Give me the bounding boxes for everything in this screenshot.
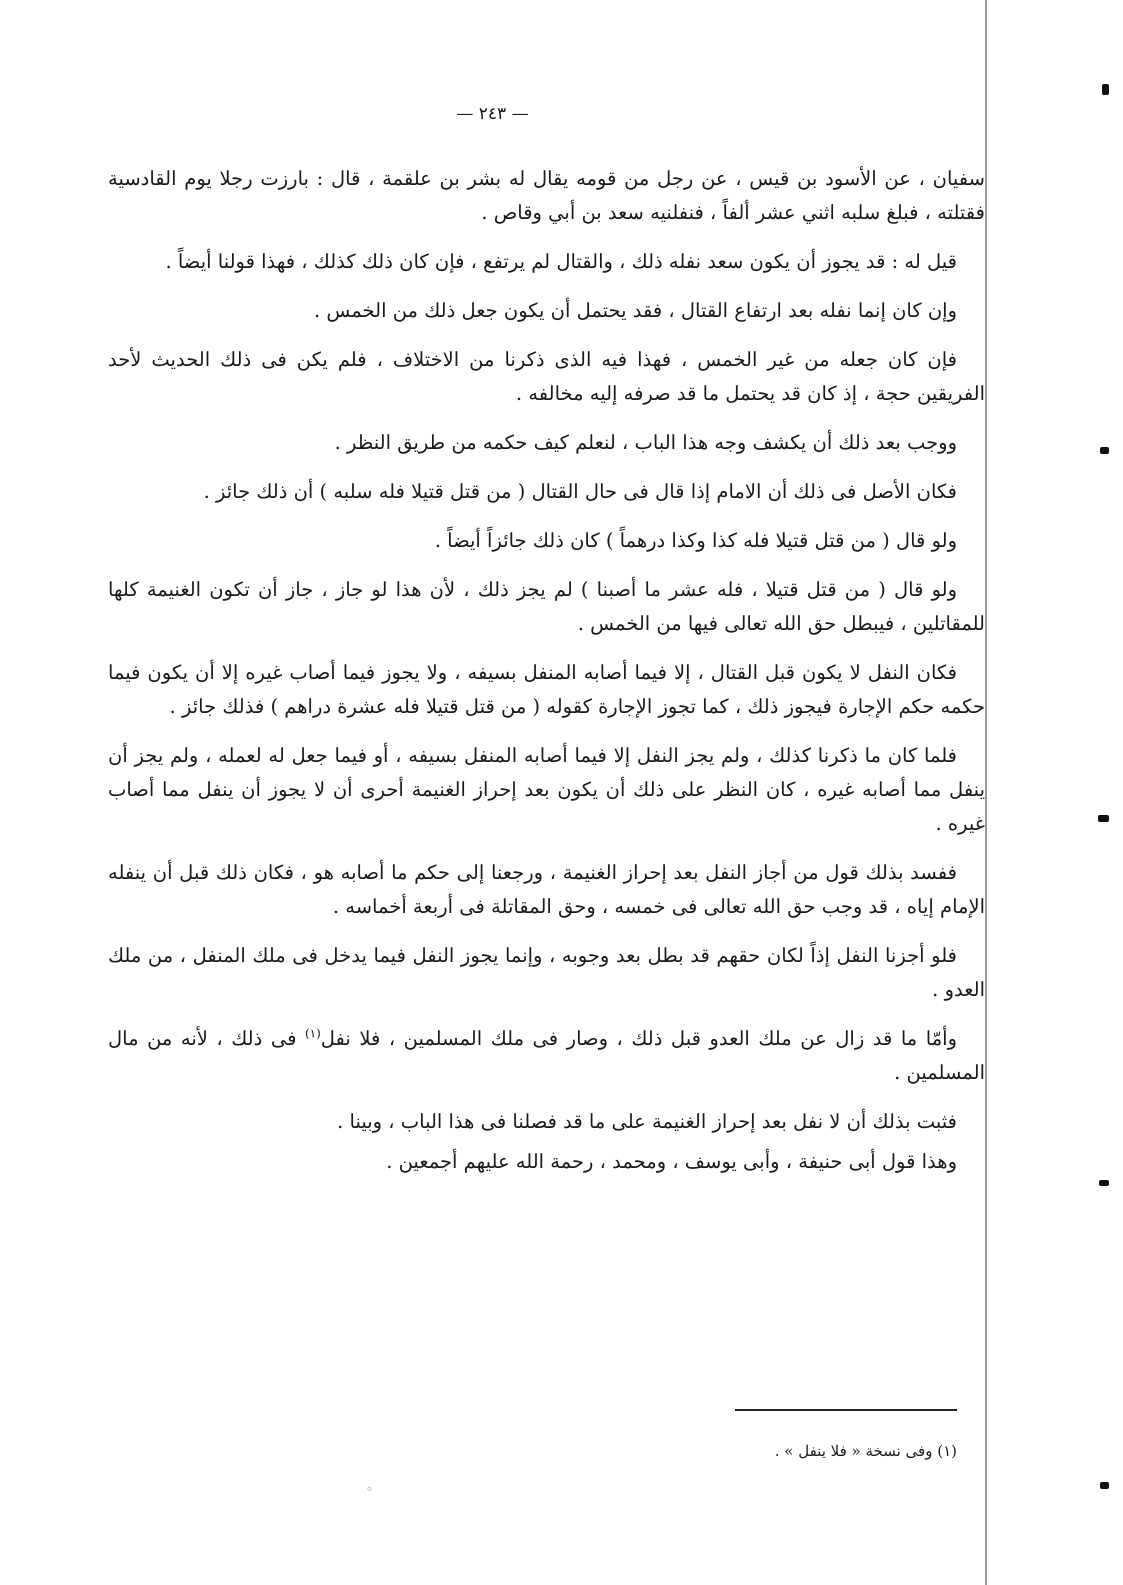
- paragraph: سفيان ، عن الأسود بن قيس ، عن رجل من قومه يقال له بشر بن علقمة ، قال : بارزت رجلا يوم القادسية فقتلته ، فبلغ سلبه اثني عشر ألفاً ، فنفلنيه سعد بن أبي وقاص .: [108, 167, 985, 224]
- paragraph: ولو قال ( من قتل قتيلا ، فله عشر ما أصبنا ) لم يجز ذلك ، لأن هذا لو جاز ، جاز أن تكون الغنيمة كلها للمقاتلين ، فيبطل حق الله تعالى فيها من الخمس .: [108, 578, 985, 635]
- paragraph-text: فى ذلك ، لأنه من مال المسلمين .: [108, 1027, 985, 1084]
- paragraph: ففسد بذلك قول من أجاز النفل بعد إحراز الغنيمة ، ورجعنا إلى حكم ما أصابه هو ، فكان ذلك قبل أن ينفله الإمام إياه ، قد وجب حق الله تعالى فى خمسه ، وحق المقاتلة فى أربعة أخماسه .: [108, 861, 985, 918]
- closing-paragraph: فثبت بذلك أن لا نفل بعد إحراز الغنيمة على ما قد فصلنا فى هذا الباب ، وبينا .: [337, 1110, 957, 1133]
- paragraph-with-footnote: [108, 1022, 985, 1090]
- page-number: — ٢٤٣ —: [456, 104, 529, 124]
- paragraph-text: وأمّا ما قد زال عن ملك العدو قبل ذلك ، وصار فى ملك المسلمين ، فلا نفل: [320, 1027, 957, 1050]
- edge-mark: [1098, 815, 1109, 822]
- edge-mark: [1099, 1180, 1109, 1186]
- footnote: (١) وفى نسخة « فلا ينفل » .: [774, 1442, 957, 1460]
- paragraph: قيل له : قد يجوز أن يكون سعد نفله ذلك ، والقتال لم يرتفع ، فإن كان ذلك كذلك ، فهذا قولنا أيضاً .: [165, 250, 957, 273]
- paragraph: فإن كان جعله من غير الخمس ، فهذا فيه الذى ذكرنا من الاختلاف ، فلم يكن فى ذلك الحديث لأحد الفريقين حجة ، إذ كان قد يحتمل ما قد صرفه إليه مخالفه .: [108, 348, 985, 405]
- paragraph: وإن كان إنما نفله بعد ارتفاع القتال ، فقد يحتمل أن يكون جعل ذلك من الخمس .: [314, 299, 957, 322]
- paragraph: فلما كان ما ذكرنا كذلك ، ولم يجز النفل إلا فيما أصابه المنفل بسيفه ، أو فيما جعل له لعمله ، ولم يجز أن ينفل مما أصابه غيره ، كان النظر على ذلك أن يكون بعد إحراز الغنيمة أحرى أن لا يجوز أن ينفل مما أصاب غيره .: [108, 744, 985, 835]
- scan-speck-icon: ◦: [366, 1482, 374, 1496]
- footnote-reference: (١): [304, 1026, 321, 1041]
- footnote-separator: [735, 1409, 957, 1411]
- page-edge-line: [985, 0, 987, 1585]
- paragraph: فلو أجزنا النفل إذاً لكان حقهم قد بطل بعد وجوبه ، وإنما يجوز النفل فيما يدخل فى ملك المنفل ، من ملك العدو .: [108, 944, 985, 1001]
- closing-paragraph: وهذا قول أبى حنيفة ، وأبى يوسف ، ومحمد ، رحمة الله عليهم أجمعين .: [386, 1150, 957, 1173]
- paragraph: فكان النفل لا يكون قبل القتال ، إلا فيما أصابه المنفل بسيفه ، ولا يجوز فيما أصاب غيره إلا أن يكون فيما حكمه حكم الإجارة فيجوز ذلك ، كما تجوز الإجارة كقوله ( من قتل قتيلا فله عشرة دراهم ) فذلك جائز .: [108, 661, 985, 718]
- main-text: [108, 162, 985, 1185]
- edge-mark: [1100, 1482, 1109, 1489]
- paragraph: ووجب بعد ذلك أن يكشف وجه هذا الباب ، لنعلم كيف حكمه من طريق النظر .: [334, 431, 957, 454]
- edge-mark: [1100, 447, 1109, 454]
- paragraph: فكان الأصل فى ذلك أن الامام إذا قال فى حال القتال ( من قتل قتيلا فله سلبه ) أن ذلك جائز .: [203, 480, 957, 503]
- edge-mark: [1102, 84, 1109, 95]
- paragraph: ولو قال ( من قتل قتيلا فله كذا وكذا درهماً ) كان ذلك جائزاً أيضاً .: [434, 529, 957, 552]
